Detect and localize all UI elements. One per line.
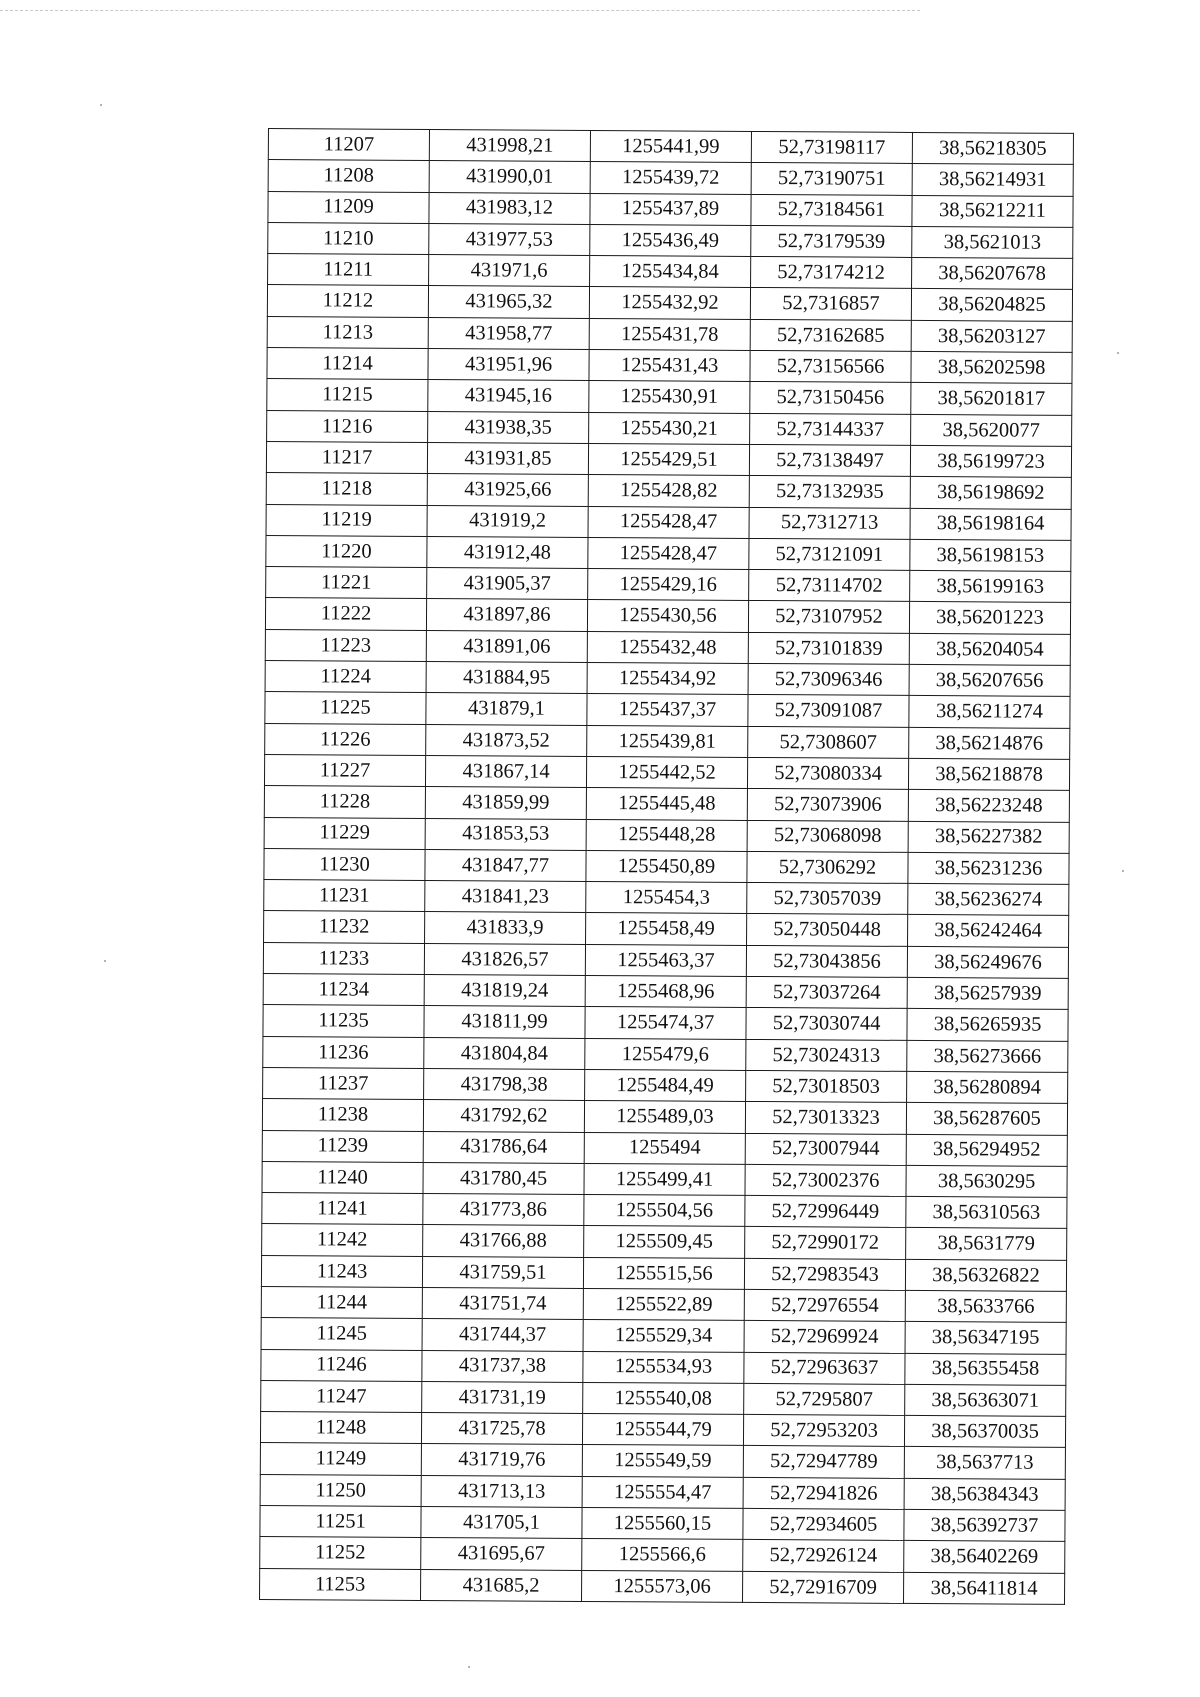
table-row: [268, 160, 1073, 196]
longitude-cell: 38,56223248: [908, 790, 1069, 822]
y-coordinate-cell: 1255437,37: [587, 694, 748, 726]
table-row: [260, 1474, 1065, 1510]
latitude-cell: 52,73121091: [749, 538, 910, 570]
table-row: [261, 1318, 1066, 1354]
table-row: [263, 1005, 1068, 1041]
latitude-cell: 52,72953203: [743, 1415, 904, 1447]
longitude-cell: 38,5631779: [906, 1228, 1067, 1260]
table-row: [267, 316, 1072, 352]
point-number-cell: 11228: [264, 786, 425, 818]
scan-speck: [1122, 870, 1124, 872]
y-coordinate-cell: 1255430,91: [589, 381, 750, 413]
table-row: [264, 911, 1069, 947]
table-row: [264, 848, 1069, 884]
latitude-cell: 52,72916709: [743, 1571, 904, 1603]
scan-artifact-line: [0, 10, 920, 11]
point-number-cell: 11239: [262, 1130, 423, 1162]
y-coordinate-cell: 1255436,49: [590, 224, 751, 256]
table-row: [261, 1255, 1066, 1291]
latitude-cell: 52,73184561: [751, 194, 912, 226]
table-row: [267, 410, 1072, 446]
table-row: [260, 1568, 1065, 1604]
latitude-cell: 52,7295807: [744, 1383, 905, 1415]
longitude-cell: 38,56214931: [912, 164, 1073, 196]
x-coordinate-cell: 431786,64: [423, 1131, 584, 1163]
y-coordinate-cell: 1255442,52: [586, 756, 747, 788]
x-coordinate-cell: 431773,86: [423, 1194, 584, 1226]
table-row: [263, 942, 1068, 978]
table-row: [268, 129, 1073, 165]
point-number-cell: 11246: [261, 1349, 422, 1381]
longitude-cell: 38,56201223: [909, 602, 1070, 634]
table-row: [262, 1161, 1067, 1197]
y-coordinate-cell: 1255432,92: [589, 287, 750, 319]
y-coordinate-cell: 1255430,21: [589, 412, 750, 444]
x-coordinate-cell: 431826,57: [424, 943, 585, 975]
latitude-cell: 52,7316857: [750, 288, 911, 320]
table-row: [260, 1506, 1065, 1542]
table-row: [265, 723, 1070, 759]
table-row: [266, 504, 1071, 540]
y-coordinate-cell: 1255509,45: [584, 1226, 745, 1258]
point-number-cell: 11248: [260, 1412, 421, 1444]
table-row: [264, 786, 1069, 822]
point-number-cell: 11208: [268, 160, 429, 192]
point-number-cell: 11224: [265, 661, 426, 693]
point-number-cell: 11234: [263, 974, 424, 1006]
table-row: [261, 1286, 1066, 1322]
longitude-cell: 38,56280894: [907, 1071, 1068, 1103]
point-number-cell: 11244: [261, 1286, 422, 1318]
x-coordinate-cell: 431780,45: [423, 1162, 584, 1194]
latitude-cell: 52,72969924: [744, 1321, 905, 1353]
latitude-cell: 52,73156566: [750, 351, 911, 383]
latitude-cell: 52,72947789: [743, 1446, 904, 1478]
latitude-cell: 52,73190751: [751, 163, 912, 195]
latitude-cell: 52,73179539: [751, 225, 912, 257]
latitude-cell: 52,73080334: [747, 757, 908, 789]
y-coordinate-cell: 1255468,96: [585, 975, 746, 1007]
longitude-cell: 38,56212211: [912, 195, 1073, 227]
point-number-cell: 11209: [268, 191, 429, 223]
longitude-cell: 38,56231236: [908, 852, 1069, 884]
y-coordinate-cell: 1255549,59: [582, 1445, 743, 1477]
y-coordinate-cell: 1255434,84: [590, 256, 751, 288]
y-coordinate-cell: 1255439,72: [590, 162, 751, 194]
point-number-cell: 11219: [266, 504, 427, 536]
longitude-cell: 38,56214876: [909, 727, 1070, 759]
y-coordinate-cell: 1255554,47: [582, 1476, 743, 1508]
x-coordinate-cell: 431998,21: [429, 129, 590, 161]
x-coordinate-cell: 431983,12: [429, 192, 590, 224]
point-number-cell: 11241: [262, 1193, 423, 1225]
point-number-cell: 11211: [268, 254, 429, 286]
point-number-cell: 11216: [267, 410, 428, 442]
scan-speck: [100, 104, 102, 106]
longitude-cell: 38,56207656: [909, 664, 1070, 696]
longitude-cell: 38,5621013: [912, 226, 1073, 258]
x-coordinate-cell: 431925,66: [427, 474, 588, 506]
x-coordinate-cell: 431847,77: [425, 849, 586, 881]
coordinates-table: [259, 128, 1074, 1605]
y-coordinate-cell: 1255445,48: [586, 788, 747, 820]
table-row: [265, 598, 1070, 634]
longitude-cell: 38,56392737: [904, 1509, 1065, 1541]
longitude-cell: 38,56347195: [905, 1322, 1066, 1354]
latitude-cell: 52,73007944: [745, 1133, 906, 1165]
point-number-cell: 11226: [265, 723, 426, 755]
longitude-cell: 38,56204054: [909, 633, 1070, 665]
point-number-cell: 11253: [260, 1568, 421, 1600]
y-coordinate-cell: 1255441,99: [590, 130, 751, 162]
table-row: [260, 1412, 1065, 1448]
x-coordinate-cell: 431804,84: [424, 1037, 585, 1069]
point-number-cell: 11217: [266, 441, 427, 473]
table-row: [265, 661, 1070, 697]
latitude-cell: 52,73068098: [747, 820, 908, 852]
table-row: [262, 1130, 1067, 1166]
longitude-cell: 38,56273666: [907, 1040, 1068, 1072]
longitude-cell: 38,56198164: [910, 508, 1071, 540]
point-number-cell: 11249: [260, 1443, 421, 1475]
x-coordinate-cell: 431951,96: [428, 349, 589, 381]
latitude-cell: 52,73073906: [747, 789, 908, 821]
latitude-cell: 52,72934605: [743, 1508, 904, 1540]
x-coordinate-cell: 431958,77: [428, 317, 589, 349]
point-number-cell: 11212: [267, 285, 428, 317]
y-coordinate-cell: 1255437,89: [590, 193, 751, 225]
x-coordinate-cell: 431912,48: [427, 536, 588, 568]
longitude-cell: 38,5620077: [911, 414, 1072, 446]
x-coordinate-cell: 431705,1: [421, 1507, 582, 1539]
point-number-cell: 11230: [264, 848, 425, 880]
y-coordinate-cell: 1255479,6: [585, 1038, 746, 1070]
latitude-cell: 52,73150456: [750, 382, 911, 414]
table-row: [262, 1099, 1067, 1135]
point-number-cell: 11223: [265, 629, 426, 661]
longitude-cell: 38,56199163: [910, 571, 1071, 603]
latitude-cell: 52,73114702: [749, 570, 910, 602]
point-number-cell: 11225: [265, 692, 426, 724]
point-number-cell: 11250: [260, 1474, 421, 1506]
x-coordinate-cell: 431905,37: [427, 568, 588, 600]
y-coordinate-cell: 1255504,56: [584, 1195, 745, 1227]
point-number-cell: 11210: [268, 222, 429, 254]
longitude-cell: 38,56384343: [904, 1478, 1065, 1510]
longitude-cell: 38,56265935: [907, 1009, 1068, 1041]
y-coordinate-cell: 1255573,06: [582, 1570, 743, 1602]
latitude-cell: 52,73030744: [746, 1008, 907, 1040]
x-coordinate-cell: 431897,86: [426, 599, 587, 631]
y-coordinate-cell: 1255515,56: [583, 1257, 744, 1289]
point-number-cell: 11233: [263, 942, 424, 974]
longitude-cell: 38,56242464: [908, 915, 1069, 947]
longitude-cell: 38,56218878: [908, 758, 1069, 790]
y-coordinate-cell: 1255494: [584, 1132, 745, 1164]
x-coordinate-cell: 431798,38: [424, 1068, 585, 1100]
longitude-cell: 38,56363071: [905, 1384, 1066, 1416]
latitude-cell: 52,72996449: [745, 1196, 906, 1228]
y-coordinate-cell: 1255499,41: [584, 1163, 745, 1195]
x-coordinate-cell: 431766,88: [423, 1225, 584, 1257]
table-row: [266, 567, 1071, 603]
x-coordinate-cell: 431965,32: [428, 286, 589, 318]
table-row: [268, 222, 1073, 258]
scan-speck: [468, 1666, 470, 1668]
y-coordinate-cell: 1255544,79: [582, 1414, 743, 1446]
longitude-cell: 38,56310563: [906, 1197, 1067, 1229]
x-coordinate-cell: 431811,99: [424, 1006, 585, 1038]
y-coordinate-cell: 1255463,37: [585, 944, 746, 976]
longitude-cell: 38,56198153: [910, 539, 1071, 571]
x-coordinate-cell: 431731,19: [422, 1381, 583, 1413]
longitude-cell: 38,56227382: [908, 821, 1069, 853]
x-coordinate-cell: 431867,14: [425, 755, 586, 787]
x-coordinate-cell: 431725,78: [421, 1413, 582, 1445]
point-number-cell: 11252: [260, 1537, 421, 1569]
longitude-cell: 38,56355458: [905, 1353, 1066, 1385]
latitude-cell: 52,73057039: [747, 883, 908, 915]
x-coordinate-cell: 431853,53: [425, 818, 586, 850]
longitude-cell: 38,56201817: [911, 383, 1072, 415]
point-number-cell: 11207: [268, 129, 429, 161]
longitude-cell: 38,56198692: [910, 477, 1071, 509]
x-coordinate-cell: 431938,35: [428, 411, 589, 443]
y-coordinate-cell: 1255428,47: [588, 537, 749, 569]
table-row: [266, 535, 1071, 571]
y-coordinate-cell: 1255448,28: [586, 819, 747, 851]
latitude-cell: 52,73138497: [749, 444, 910, 476]
longitude-cell: 38,56202598: [911, 352, 1072, 384]
y-coordinate-cell: 1255540,08: [583, 1382, 744, 1414]
x-coordinate-cell: 431792,62: [423, 1100, 584, 1132]
latitude-cell: 52,72926124: [743, 1540, 904, 1572]
table-row: [260, 1537, 1065, 1573]
latitude-cell: 52,73132935: [749, 476, 910, 508]
longitude-cell: 38,5630295: [906, 1165, 1067, 1197]
latitude-cell: 52,73018503: [746, 1070, 907, 1102]
y-coordinate-cell: 1255458,49: [586, 913, 747, 945]
scan-speck: [1117, 352, 1119, 354]
y-coordinate-cell: 1255439,81: [587, 725, 748, 757]
x-coordinate-cell: 431990,01: [429, 161, 590, 193]
table-row: [262, 1224, 1067, 1260]
point-number-cell: 11220: [266, 535, 427, 567]
longitude-cell: 38,56257939: [907, 977, 1068, 1009]
table-row: [264, 817, 1069, 853]
y-coordinate-cell: 1255560,15: [582, 1508, 743, 1540]
table-row: [267, 285, 1072, 321]
longitude-cell: 38,56199723: [910, 445, 1071, 477]
y-coordinate-cell: 1255429,16: [588, 569, 749, 601]
y-coordinate-cell: 1255430,56: [587, 600, 748, 632]
y-coordinate-cell: 1255432,48: [587, 631, 748, 663]
latitude-cell: 52,7306292: [747, 851, 908, 883]
latitude-cell: 52,72990172: [745, 1227, 906, 1259]
point-number-cell: 11213: [267, 316, 428, 348]
point-number-cell: 11247: [261, 1380, 422, 1412]
latitude-cell: 52,7312713: [749, 507, 910, 539]
longitude-cell: 38,56211274: [909, 696, 1070, 728]
latitude-cell: 52,72963637: [744, 1352, 905, 1384]
x-coordinate-cell: 431879,1: [426, 693, 587, 725]
point-number-cell: 11242: [262, 1224, 423, 1256]
x-coordinate-cell: 431695,67: [421, 1538, 582, 1570]
latitude-cell: 52,73162685: [750, 319, 911, 351]
coordinates-table-body: [260, 129, 1074, 1605]
table-row: [261, 1349, 1066, 1385]
x-coordinate-cell: 431873,52: [426, 724, 587, 756]
longitude-cell: 38,5633766: [905, 1290, 1066, 1322]
y-coordinate-cell: 1255454,3: [586, 882, 747, 914]
longitude-cell: 38,56370035: [904, 1416, 1065, 1448]
point-number-cell: 11218: [266, 473, 427, 505]
x-coordinate-cell: 431971,6: [429, 255, 590, 287]
x-coordinate-cell: 431737,38: [422, 1350, 583, 1382]
point-number-cell: 11222: [265, 598, 426, 630]
longitude-cell: 38,56207678: [912, 258, 1073, 290]
point-number-cell: 11240: [262, 1161, 423, 1193]
point-number-cell: 11235: [263, 1005, 424, 1037]
y-coordinate-cell: 1255522,89: [583, 1288, 744, 1320]
y-coordinate-cell: 1255450,89: [586, 850, 747, 882]
x-coordinate-cell: 431685,2: [421, 1569, 582, 1601]
y-coordinate-cell: 1255474,37: [585, 1007, 746, 1039]
table-row: [268, 254, 1073, 290]
latitude-cell: 52,73174212: [751, 257, 912, 289]
latitude-cell: 52,73107952: [748, 601, 909, 633]
latitude-cell: 52,72983543: [744, 1258, 905, 1290]
point-number-cell: 11243: [261, 1255, 422, 1287]
x-coordinate-cell: 431884,95: [426, 662, 587, 694]
y-coordinate-cell: 1255429,51: [588, 443, 749, 475]
longitude-cell: 38,56294952: [906, 1134, 1067, 1166]
latitude-cell: 52,72941826: [743, 1477, 904, 1509]
table-row: [263, 1036, 1068, 1072]
x-coordinate-cell: 431977,53: [429, 223, 590, 255]
x-coordinate-cell: 431841,23: [425, 881, 586, 913]
latitude-cell: 52,73050448: [747, 914, 908, 946]
scan-speck: [104, 960, 106, 962]
y-coordinate-cell: 1255489,03: [584, 1101, 745, 1133]
latitude-cell: 52,72976554: [744, 1289, 905, 1321]
x-coordinate-cell: 431759,51: [422, 1256, 583, 1288]
point-number-cell: 11245: [261, 1318, 422, 1350]
latitude-cell: 52,73091087: [748, 695, 909, 727]
table-row: [264, 880, 1069, 916]
longitude-cell: 38,56326822: [905, 1259, 1066, 1291]
x-coordinate-cell: 431713,13: [421, 1475, 582, 1507]
point-number-cell: 11238: [262, 1099, 423, 1131]
latitude-cell: 52,73037264: [746, 976, 907, 1008]
longitude-cell: 38,5637713: [904, 1447, 1065, 1479]
y-coordinate-cell: 1255434,92: [587, 663, 748, 695]
table-row: [266, 473, 1071, 509]
latitude-cell: 52,73198117: [751, 131, 912, 163]
latitude-cell: 52,73002376: [745, 1164, 906, 1196]
point-number-cell: 11215: [267, 379, 428, 411]
longitude-cell: 38,56249676: [907, 946, 1068, 978]
x-coordinate-cell: 431931,85: [427, 442, 588, 474]
latitude-cell: 52,73013323: [745, 1102, 906, 1134]
point-number-cell: 11214: [267, 348, 428, 380]
point-number-cell: 11229: [264, 817, 425, 849]
point-number-cell: 11236: [263, 1036, 424, 1068]
x-coordinate-cell: 431891,06: [426, 630, 587, 662]
x-coordinate-cell: 431833,9: [425, 912, 586, 944]
latitude-cell: 52,73144337: [750, 413, 911, 445]
table-row: [260, 1443, 1065, 1479]
table-row: [267, 348, 1072, 384]
y-coordinate-cell: 1255431,78: [589, 318, 750, 350]
table-row: [268, 191, 1073, 227]
latitude-cell: 52,7308607: [748, 726, 909, 758]
table-row: [264, 754, 1069, 790]
x-coordinate-cell: 431744,37: [422, 1319, 583, 1351]
y-coordinate-cell: 1255484,49: [585, 1069, 746, 1101]
longitude-cell: 38,56411814: [903, 1572, 1064, 1604]
x-coordinate-cell: 431945,16: [428, 380, 589, 412]
longitude-cell: 38,56218305: [912, 132, 1073, 164]
point-number-cell: 11237: [263, 1067, 424, 1099]
longitude-cell: 38,56204825: [911, 289, 1072, 321]
table-row: [267, 379, 1072, 415]
latitude-cell: 52,73024313: [746, 1039, 907, 1071]
latitude-cell: 52,73043856: [746, 945, 907, 977]
point-number-cell: 11251: [260, 1506, 421, 1538]
x-coordinate-cell: 431819,24: [424, 974, 585, 1006]
point-number-cell: 11221: [266, 567, 427, 599]
longitude-cell: 38,56203127: [911, 320, 1072, 352]
table-row: [263, 974, 1068, 1010]
y-coordinate-cell: 1255566,6: [582, 1539, 743, 1571]
longitude-cell: 38,56236274: [908, 884, 1069, 916]
x-coordinate-cell: 431719,76: [421, 1444, 582, 1476]
latitude-cell: 52,73101839: [748, 632, 909, 664]
longitude-cell: 38,56402269: [904, 1541, 1065, 1573]
table-row: [261, 1380, 1066, 1416]
y-coordinate-cell: 1255428,47: [588, 506, 749, 538]
table-row: [263, 1067, 1068, 1103]
point-number-cell: 11232: [264, 911, 425, 943]
y-coordinate-cell: 1255529,34: [583, 1320, 744, 1352]
y-coordinate-cell: 1255534,93: [583, 1351, 744, 1383]
y-coordinate-cell: 1255428,82: [588, 475, 749, 507]
x-coordinate-cell: 431919,2: [427, 505, 588, 537]
table-row: [266, 441, 1071, 477]
x-coordinate-cell: 431859,99: [425, 787, 586, 819]
x-coordinate-cell: 431751,74: [422, 1287, 583, 1319]
y-coordinate-cell: 1255431,43: [589, 350, 750, 382]
table-row: [265, 629, 1070, 665]
point-number-cell: 11227: [264, 754, 425, 786]
point-number-cell: 11231: [264, 880, 425, 912]
table-row: [265, 692, 1070, 728]
table-row: [262, 1193, 1067, 1229]
latitude-cell: 52,73096346: [748, 663, 909, 695]
longitude-cell: 38,56287605: [906, 1103, 1067, 1135]
